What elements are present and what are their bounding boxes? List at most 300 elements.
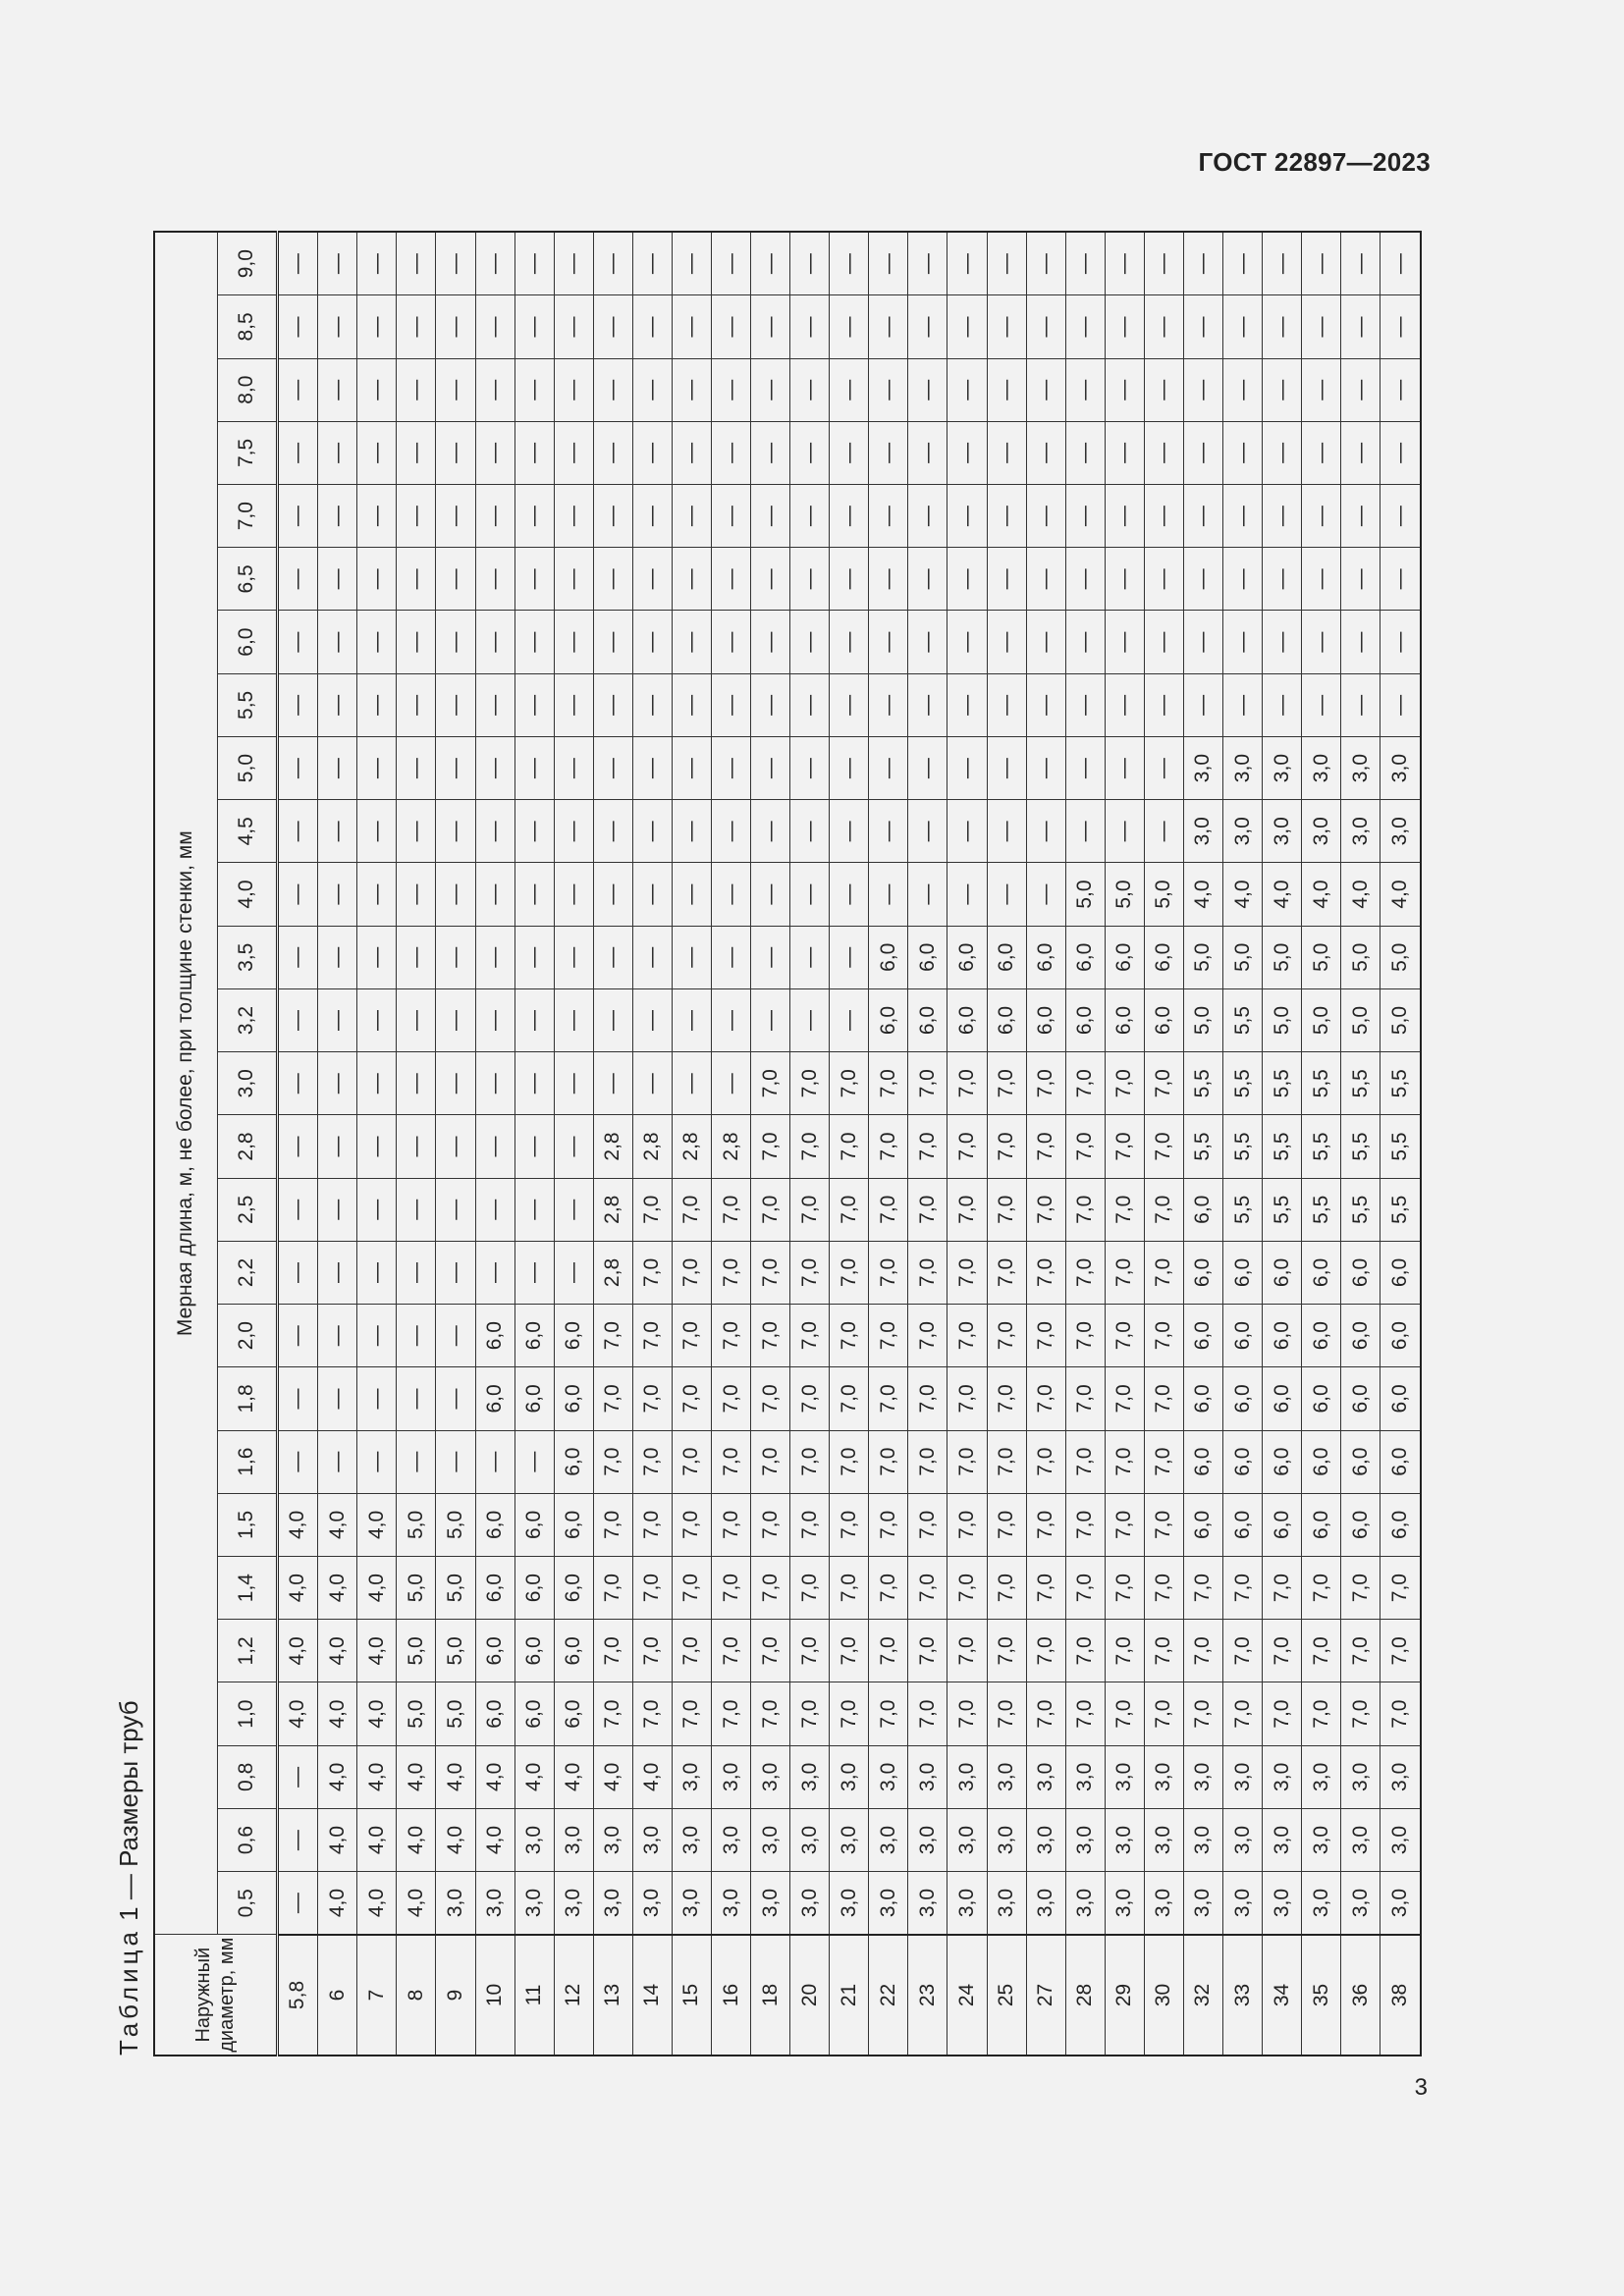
length-cell: 7,0: [790, 1241, 830, 1304]
length-cell: —: [514, 1178, 554, 1241]
length-cell: —: [397, 673, 436, 736]
length-cell: 7,0: [1263, 1682, 1302, 1745]
length-cell: 7,0: [869, 1682, 908, 1745]
length-cell: —: [751, 232, 790, 295]
diameter-cell: 16: [711, 1935, 750, 2056]
diameter-cell: 22: [869, 1935, 908, 2056]
length-cell: —: [1263, 673, 1302, 736]
length-cell: 7,0: [790, 1493, 830, 1556]
length-cell: 5,5: [1380, 1115, 1421, 1178]
length-cell: —: [830, 673, 869, 736]
length-cell: 4,0: [1263, 863, 1302, 926]
thickness-header-cell: 1,0: [217, 1682, 277, 1745]
length-cell: —: [869, 232, 908, 295]
length-cell: —: [1380, 673, 1421, 736]
length-cell: —: [357, 421, 397, 484]
length-cell: 3,0: [436, 1872, 475, 1935]
length-cell: 7,0: [1341, 1557, 1380, 1620]
length-cell: —: [1222, 611, 1262, 673]
length-cell: —: [711, 863, 750, 926]
length-cell: —: [751, 800, 790, 863]
length-cell: 7,0: [908, 1620, 947, 1682]
diameter-cell: 20: [790, 1935, 830, 2056]
thickness-header-cell: 1,5: [217, 1493, 277, 1556]
length-cell: 7,0: [1263, 1557, 1302, 1620]
length-cell: 7,0: [1144, 1178, 1183, 1241]
diameter-cell: 5,8: [277, 1935, 318, 2056]
length-cell: —: [1026, 611, 1065, 673]
length-cell: —: [672, 358, 711, 421]
length-cell: 6,0: [1263, 1241, 1302, 1304]
length-cell: —: [357, 548, 397, 611]
length-cell: —: [987, 485, 1026, 548]
length-cell: —: [830, 358, 869, 421]
length-cell: —: [277, 863, 318, 926]
length-cell: 7,0: [1144, 1493, 1183, 1556]
length-cell: 4,0: [632, 1745, 672, 1808]
table-row: [514, 232, 554, 2056]
length-cell: —: [554, 421, 593, 484]
length-cell: —: [554, 1115, 593, 1178]
length-cell: —: [277, 736, 318, 799]
length-cell: —: [1105, 736, 1144, 799]
length-cell: —: [1183, 358, 1222, 421]
length-cell: —: [1183, 295, 1222, 358]
length-cell: —: [1065, 800, 1105, 863]
length-cell: —: [672, 421, 711, 484]
length-cell: —: [1341, 421, 1380, 484]
length-cell: —: [1183, 673, 1222, 736]
length-cell: —: [830, 988, 869, 1051]
length-cell: —: [436, 1178, 475, 1241]
diameter-cell: 35: [1302, 1935, 1341, 2056]
length-cell: —: [947, 548, 987, 611]
table-row: [672, 232, 711, 2056]
length-cell: —: [277, 421, 318, 484]
length-cell: 3,0: [830, 1872, 869, 1935]
length-cell: —: [1026, 358, 1065, 421]
length-cell: 4,0: [436, 1808, 475, 1871]
thickness-header-cell: 0,5: [217, 1872, 277, 1935]
length-cell: —: [593, 295, 632, 358]
length-cell: 3,0: [1302, 736, 1341, 799]
length-cell: 3,0: [1302, 1745, 1341, 1808]
thickness-header-cell: 4,5: [217, 800, 277, 863]
length-cell: 6,0: [475, 1557, 514, 1620]
length-cell: —: [277, 988, 318, 1051]
length-cell: —: [790, 295, 830, 358]
length-cell: 3,0: [593, 1872, 632, 1935]
length-cell: 3,0: [1105, 1808, 1144, 1871]
length-cell: —: [869, 800, 908, 863]
length-cell: —: [1065, 358, 1105, 421]
thickness-header-cell: 5,0: [217, 736, 277, 799]
length-cell: 7,0: [1144, 1682, 1183, 1745]
length-cell: 7,0: [1302, 1682, 1341, 1745]
length-cell: 6,0: [1380, 1367, 1421, 1430]
length-cell: —: [318, 673, 357, 736]
length-cell: 4,0: [357, 1557, 397, 1620]
length-cell: 7,0: [947, 1115, 987, 1178]
length-cell: —: [751, 295, 790, 358]
length-cell: —: [790, 863, 830, 926]
length-cell: 6,0: [1144, 988, 1183, 1051]
length-cell: 7,0: [1065, 1052, 1105, 1115]
thickness-header-cell: 5,5: [217, 673, 277, 736]
length-cell: 7,0: [1026, 1367, 1065, 1430]
length-cell: 7,0: [790, 1430, 830, 1493]
diameter-cell: 29: [1105, 1935, 1144, 2056]
length-cell: 7,0: [830, 1305, 869, 1367]
length-cell: —: [1302, 421, 1341, 484]
length-cell: 7,0: [947, 1430, 987, 1493]
length-cell: 5,0: [1183, 988, 1222, 1051]
length-cell: —: [1263, 548, 1302, 611]
length-cell: 7,0: [1065, 1305, 1105, 1367]
length-cell: 5,0: [1302, 988, 1341, 1051]
length-cell: —: [514, 485, 554, 548]
length-cell: —: [475, 295, 514, 358]
length-cell: 6,0: [1302, 1493, 1341, 1556]
length-cell: —: [1341, 295, 1380, 358]
length-cell: 7,0: [1105, 1682, 1144, 1745]
length-cell: 5,0: [1380, 988, 1421, 1051]
length-cell: —: [1105, 421, 1144, 484]
length-cell: —: [751, 548, 790, 611]
length-cell: —: [751, 611, 790, 673]
length-cell: —: [672, 800, 711, 863]
length-cell: 5,0: [397, 1493, 436, 1556]
length-cell: —: [869, 421, 908, 484]
length-cell: —: [1302, 485, 1341, 548]
length-cell: —: [947, 611, 987, 673]
diameter-cell: 10: [475, 1935, 514, 2056]
length-cell: —: [908, 800, 947, 863]
length-cell: 6,0: [1222, 1430, 1262, 1493]
length-cell: 3,0: [1144, 1745, 1183, 1808]
length-cell: 5,5: [1222, 988, 1262, 1051]
length-cell: 6,0: [1222, 1367, 1262, 1430]
length-cell: 7,0: [632, 1557, 672, 1620]
length-cell: —: [397, 1052, 436, 1115]
length-cell: —: [711, 988, 750, 1051]
length-cell: —: [475, 421, 514, 484]
length-cell: 6,0: [1144, 926, 1183, 988]
length-cell: —: [475, 1178, 514, 1241]
length-cell: 7,0: [1026, 1430, 1065, 1493]
length-cell: 7,0: [1144, 1052, 1183, 1115]
length-cell: 3,0: [514, 1872, 554, 1935]
length-cell: 5,0: [1302, 926, 1341, 988]
length-cell: 7,0: [1144, 1241, 1183, 1304]
length-cell: 6,0: [475, 1305, 514, 1367]
length-cell: —: [711, 1052, 750, 1115]
length-cell: —: [632, 421, 672, 484]
length-cell: 4,0: [318, 1745, 357, 1808]
length-cell: 7,0: [1144, 1430, 1183, 1493]
length-cell: 7,0: [947, 1305, 987, 1367]
length-cell: 4,0: [397, 1872, 436, 1935]
length-cell: —: [1065, 611, 1105, 673]
table-row: [790, 232, 830, 2056]
length-cell: 6,0: [1302, 1430, 1341, 1493]
length-cell: 4,0: [357, 1872, 397, 1935]
length-cell: 6,0: [1263, 1305, 1302, 1367]
diameter-cell: 34: [1263, 1935, 1302, 2056]
length-cell: —: [514, 611, 554, 673]
length-cell: —: [475, 1241, 514, 1304]
length-cell: 4,0: [318, 1557, 357, 1620]
length-cell: 6,0: [1105, 988, 1144, 1051]
length-cell: —: [1144, 736, 1183, 799]
document-header: ГОСТ 22897—2023: [1198, 147, 1431, 177]
length-cell: —: [318, 1115, 357, 1178]
length-cell: 5,5: [1380, 1178, 1421, 1241]
length-cell: 6,0: [1341, 1367, 1380, 1430]
length-cell: 7,0: [593, 1367, 632, 1430]
length-cell: —: [1263, 358, 1302, 421]
length-cell: 4,0: [1341, 863, 1380, 926]
length-cell: 5,5: [1222, 1178, 1262, 1241]
length-cell: 3,0: [1183, 1745, 1222, 1808]
length-cell: 3,0: [751, 1745, 790, 1808]
length-cell: —: [593, 863, 632, 926]
length-cell: 7,0: [790, 1620, 830, 1682]
table-caption: [114, 1700, 144, 2056]
length-cell: —: [318, 736, 357, 799]
length-cell: —: [1026, 548, 1065, 611]
diameter-cell: 8: [397, 1935, 436, 2056]
thickness-header-cell: 1,8: [217, 1367, 277, 1430]
length-cell: 6,0: [514, 1367, 554, 1430]
length-cell: 6,0: [1302, 1241, 1341, 1304]
length-cell: 3,0: [751, 1808, 790, 1871]
length-cell: 3,0: [987, 1872, 1026, 1935]
length-cell: —: [1222, 295, 1262, 358]
length-cell: 7,0: [711, 1620, 750, 1682]
length-cell: —: [1380, 548, 1421, 611]
length-cell: —: [830, 421, 869, 484]
thickness-header-cell: 8,5: [217, 295, 277, 358]
length-cell: 6,0: [1341, 1305, 1380, 1367]
length-cell: 5,0: [1222, 926, 1262, 988]
length-cell: 6,0: [554, 1430, 593, 1493]
length-cell: 7,0: [1105, 1178, 1144, 1241]
length-cell: —: [790, 926, 830, 988]
diameter-cell: 24: [947, 1935, 987, 2056]
length-cell: 7,0: [908, 1430, 947, 1493]
length-cell: 6,0: [554, 1682, 593, 1745]
length-cell: 3,0: [1183, 736, 1222, 799]
length-cell: —: [869, 485, 908, 548]
length-cell: —: [1105, 611, 1144, 673]
length-cell: 7,0: [908, 1493, 947, 1556]
diameter-cell: 7: [357, 1935, 397, 2056]
thickness-header-cell: 9,0: [217, 232, 277, 295]
length-cell: —: [397, 1305, 436, 1367]
length-cell: 3,0: [1341, 800, 1380, 863]
length-cell: —: [1105, 295, 1144, 358]
length-cell: —: [514, 800, 554, 863]
length-cell: 6,0: [1341, 1430, 1380, 1493]
length-cell: —: [436, 1115, 475, 1178]
table-row: [751, 232, 790, 2056]
length-cell: 2,8: [593, 1115, 632, 1178]
length-cell: 7,0: [1222, 1557, 1262, 1620]
length-cell: —: [947, 232, 987, 295]
length-cell: —: [711, 358, 750, 421]
length-cell: 4,0: [357, 1808, 397, 1871]
length-cell: 7,0: [1341, 1620, 1380, 1682]
length-cell: 3,0: [593, 1808, 632, 1871]
length-cell: 7,0: [1105, 1620, 1144, 1682]
length-cell: —: [554, 863, 593, 926]
length-cell: 7,0: [790, 1178, 830, 1241]
length-cell: 4,0: [357, 1620, 397, 1682]
table-row: [1222, 232, 1262, 2056]
length-cell: 7,0: [830, 1115, 869, 1178]
length-cell: —: [672, 736, 711, 799]
table-row: [397, 232, 436, 2056]
length-cell: 7,0: [711, 1682, 750, 1745]
length-cell: 5,5: [1341, 1052, 1380, 1115]
length-cell: 3,0: [672, 1872, 711, 1935]
thickness-header-row: [217, 232, 277, 2056]
length-cell: 3,0: [830, 1808, 869, 1871]
length-cell: —: [1065, 485, 1105, 548]
length-cell: 5,0: [1183, 926, 1222, 988]
length-cell: —: [869, 295, 908, 358]
length-cell: —: [1026, 800, 1065, 863]
length-cell: 7,0: [1065, 1241, 1105, 1304]
length-cell: —: [357, 1178, 397, 1241]
length-cell: —: [436, 295, 475, 358]
length-cell: 7,0: [790, 1115, 830, 1178]
diameter-cell: 27: [1026, 1935, 1065, 2056]
length-cell: 7,0: [908, 1241, 947, 1304]
length-cell: 3,0: [1263, 800, 1302, 863]
length-cell: —: [869, 611, 908, 673]
length-cell: 7,0: [1144, 1557, 1183, 1620]
length-cell: 4,0: [475, 1808, 514, 1871]
length-cell: 7,0: [751, 1367, 790, 1430]
length-cell: —: [830, 863, 869, 926]
length-cell: 7,0: [672, 1241, 711, 1304]
length-cell: —: [672, 295, 711, 358]
length-cell: —: [357, 1115, 397, 1178]
length-cell: 7,0: [869, 1620, 908, 1682]
length-cell: 5,5: [1222, 1115, 1262, 1178]
length-cell: —: [830, 232, 869, 295]
length-cell: 3,0: [1380, 1745, 1421, 1808]
length-cell: —: [397, 485, 436, 548]
length-cell: 6,0: [554, 1557, 593, 1620]
length-cell: —: [908, 232, 947, 295]
length-cell: —: [277, 1178, 318, 1241]
length-cell: 5,5: [1263, 1052, 1302, 1115]
table-row: [436, 232, 475, 2056]
length-cell: 7,0: [1144, 1620, 1183, 1682]
length-cell: —: [554, 1241, 593, 1304]
length-cell: —: [632, 485, 672, 548]
length-cell: 3,0: [1144, 1808, 1183, 1871]
length-cell: —: [987, 421, 1026, 484]
length-cell: —: [751, 736, 790, 799]
length-cell: —: [632, 736, 672, 799]
length-cell: 3,0: [1222, 736, 1262, 799]
length-cell: 7,0: [869, 1367, 908, 1430]
length-cell: 3,0: [1263, 1745, 1302, 1808]
length-cell: 6,0: [908, 926, 947, 988]
length-cell: —: [1183, 485, 1222, 548]
length-cell: 6,0: [514, 1620, 554, 1682]
length-cell: —: [947, 421, 987, 484]
length-cell: —: [357, 988, 397, 1051]
length-cell: —: [672, 548, 711, 611]
length-cell: 2,8: [632, 1115, 672, 1178]
length-cell: 3,0: [1183, 800, 1222, 863]
length-cell: —: [318, 1367, 357, 1430]
length-cell: 7,0: [987, 1557, 1026, 1620]
length-cell: —: [830, 800, 869, 863]
length-cell: 7,0: [1105, 1115, 1144, 1178]
table-row: [357, 232, 397, 2056]
length-cell: 5,0: [1144, 863, 1183, 926]
length-cell: —: [318, 611, 357, 673]
length-cell: —: [554, 611, 593, 673]
length-cell: —: [751, 358, 790, 421]
length-cell: 6,0: [947, 988, 987, 1051]
length-cell: —: [1222, 548, 1262, 611]
length-cell: —: [908, 295, 947, 358]
length-cell: 3,0: [908, 1872, 947, 1935]
length-cell: 7,0: [751, 1241, 790, 1304]
length-cell: 4,0: [277, 1620, 318, 1682]
length-cell: 3,0: [711, 1808, 750, 1871]
thickness-header-cell: 2,8: [217, 1115, 277, 1178]
length-cell: 5,5: [1302, 1052, 1341, 1115]
length-cell: —: [790, 358, 830, 421]
length-cell: —: [514, 863, 554, 926]
length-cell: —: [475, 548, 514, 611]
length-cell: 5,0: [1341, 988, 1380, 1051]
length-cell: 7,0: [1065, 1430, 1105, 1493]
length-cell: 6,0: [514, 1493, 554, 1556]
length-cell: —: [632, 548, 672, 611]
length-cell: 7,0: [1026, 1682, 1065, 1745]
thickness-header-cell: 2,5: [217, 1178, 277, 1241]
length-cell: —: [436, 1305, 475, 1367]
length-cell: 7,0: [947, 1493, 987, 1556]
length-cell: 7,0: [632, 1241, 672, 1304]
length-cell: —: [277, 232, 318, 295]
length-cell: 3,0: [1263, 1808, 1302, 1871]
length-cell: —: [397, 1115, 436, 1178]
length-cell: —: [632, 673, 672, 736]
length-cell: 3,0: [1065, 1745, 1105, 1808]
length-cell: 7,0: [987, 1367, 1026, 1430]
length-cell: 5,5: [1222, 1052, 1262, 1115]
length-cell: 4,0: [357, 1745, 397, 1808]
length-cell: 7,0: [593, 1557, 632, 1620]
table-row: [1105, 232, 1144, 2056]
length-cell: —: [397, 1367, 436, 1430]
length-cell: 7,0: [987, 1241, 1026, 1304]
length-cell: —: [397, 548, 436, 611]
length-cell: —: [672, 926, 711, 988]
table-row: [1065, 232, 1105, 2056]
length-cell: 7,0: [790, 1052, 830, 1115]
